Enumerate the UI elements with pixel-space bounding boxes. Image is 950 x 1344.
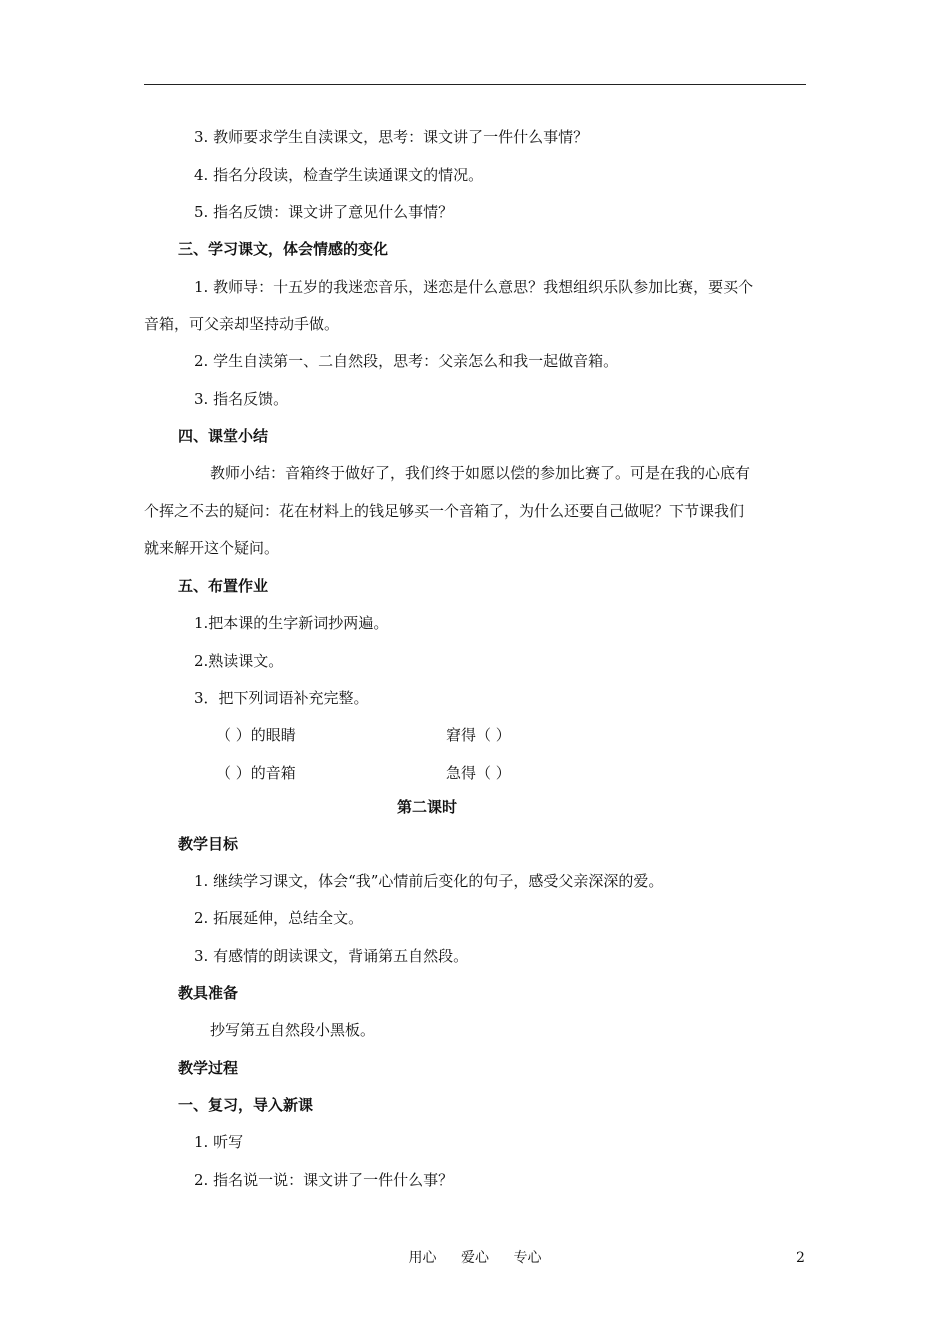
list-item: 1.把本课的生字新词抄两遍。 (194, 614, 389, 632)
section-heading: 教具准备 (178, 984, 239, 1002)
lesson-title: 第二课时 (397, 798, 458, 816)
fill-blank-item: 窘得（ ） (446, 726, 511, 744)
section-heading: 三、学习课文，体会情感的变化 (178, 240, 389, 258)
paragraph-line: 就来解开这个疑问。 (144, 539, 280, 557)
list-item: 5. 指名反馈：课文讲了意见什么事情？ (194, 203, 454, 221)
paragraph-line: 教师小结：音箱终于做好了，我们终于如愿以偿的参加比赛了。可是在我的心底有 (210, 464, 751, 482)
list-item: 2. 拓展延伸，总结全文。 (194, 909, 364, 927)
list-item: 1. 教师导：十五岁的我迷恋音乐，迷恋是什么意思？我想组织乐队参加比赛，要买个 (194, 278, 754, 296)
list-item: 2. 指名说一说：课文讲了一件什么事？ (194, 1171, 454, 1189)
list-item: 2.熟读课文。 (194, 652, 284, 670)
page-number: 2 (796, 1250, 805, 1266)
footer-word: 专心 (513, 1250, 542, 1266)
list-item: 4. 指名分段读，检查学生读通课文的情况。 (194, 166, 484, 184)
list-item: 3. 有感情的朗读课文，背诵第五自然段。 (194, 947, 469, 965)
section-heading: 五、布置作业 (178, 577, 269, 595)
section-heading: 教学过程 (178, 1059, 239, 1077)
section-heading: 教学目标 (178, 835, 239, 853)
list-item: 3．把下列词语补充完整。 (194, 689, 369, 707)
fill-blank-item: （ ）的眼睛 (216, 726, 296, 744)
fill-blank-item: （ ）的音箱 (216, 764, 296, 782)
footer-word: 爱心 (461, 1250, 489, 1266)
footer-slogan (0, 1249, 950, 1267)
list-item: 1. 继续学习课文，体会“我”心情前后变化的句子，感受父亲深深的爱。 (194, 872, 664, 890)
section-heading: 一、复习，导入新课 (178, 1096, 314, 1114)
footer-word: 用心 (408, 1250, 437, 1266)
list-item-continuation: 音箱，可父亲却坚持动手做。 (144, 315, 340, 333)
list-item: 1. 听写 (194, 1133, 244, 1151)
list-item: 2. 学生自渎第一、二自然段，思考：父亲怎么和我一起做音箱。 (194, 352, 619, 370)
section-heading: 四、课堂小结 (178, 427, 269, 445)
paragraph-line: 个挥之不去的疑问：花在材料上的钱足够买一个音箱了，为什么还要自己做呢？下节课我们 (144, 502, 745, 520)
fill-blank-item: 急得（ ） (446, 764, 511, 782)
list-item: 3. 指名反馈。 (194, 390, 289, 408)
list-item: 3. 教师要求学生自渎课文，思考：课文讲了一件什么事情？ (194, 128, 589, 146)
paragraph-line: 抄写第五自然段小黑板。 (210, 1021, 376, 1039)
